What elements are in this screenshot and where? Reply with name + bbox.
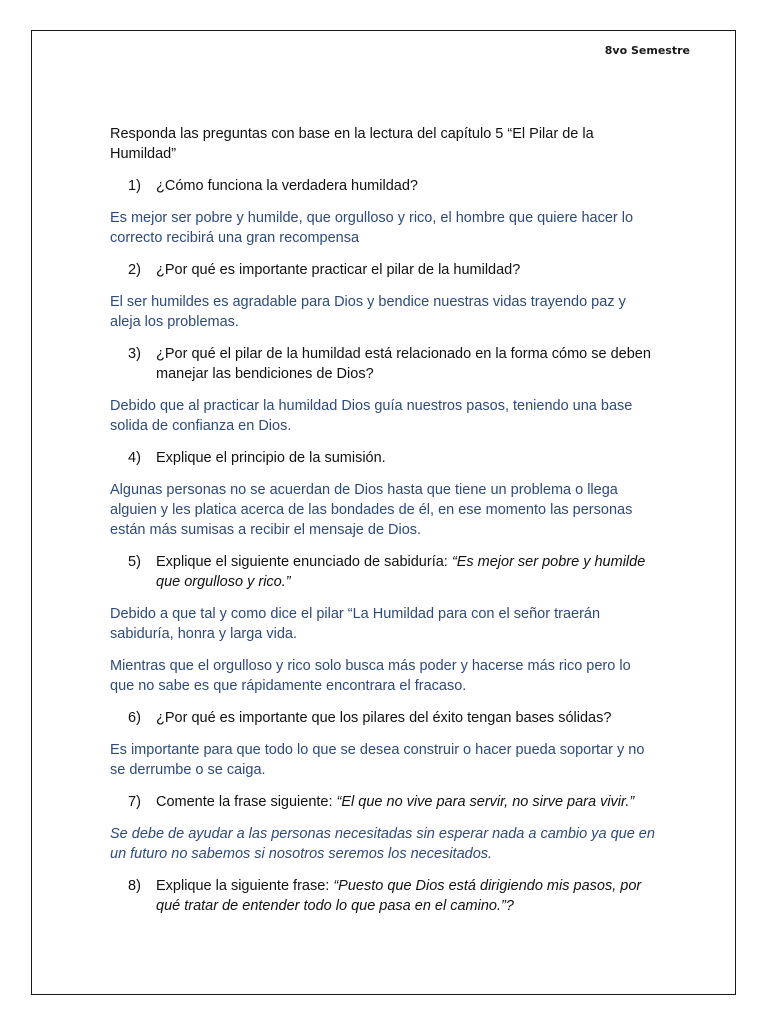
question-5 <box>110 552 658 592</box>
answer-7: Se debe de ayudar a las personas necesitadas sin esperar nada a cambio ya que en un futuro no sabemos si nosotros seremos los necesitados. <box>110 826 655 862</box>
question-text: ¿Cómo funciona la verdadera humildad? <box>156 178 418 194</box>
question-number: 5) <box>128 554 141 570</box>
question-text <box>156 552 658 592</box>
question-text: ¿Por qué el pilar de la humildad está relacionado en la forma cómo se deben manejar las bendiciones de Dios? <box>156 346 651 382</box>
instructions <box>110 124 658 164</box>
answer-4: Algunas personas no se acuerdan de Dios hasta que tiene un problema o llega alguien y les platica acerca de las bondades de él, en ese momento las personas están más sumisas a recibir el mensaje de Dios. <box>110 482 633 538</box>
question-1 <box>110 176 658 196</box>
question-number: 4) <box>128 450 141 466</box>
question-number: 6) <box>128 710 141 726</box>
question-number: 1) <box>128 178 141 194</box>
question-2 <box>110 260 658 280</box>
instructions-text: Responda las preguntas con base en la lectura del capítulo 5 <box>110 126 508 142</box>
question-prompt: Comente la frase siguiente: <box>156 794 337 810</box>
question-number: 7) <box>128 794 141 810</box>
question-number: 8) <box>128 878 141 894</box>
question-number: 3) <box>128 346 141 362</box>
question-text <box>156 876 658 916</box>
question-7 <box>110 792 658 812</box>
question-text: ¿Por qué es importante que los pilares del éxito tengan bases sólidas? <box>156 710 612 726</box>
question-quote: “El que no vive para servir, no sirve para vivir.” <box>336 794 635 810</box>
question-quote: “Es mejor ser pobre y humilde que orgulloso y rico.” <box>156 554 646 590</box>
chapter-title: “El Pilar de la Humildad” <box>110 126 594 162</box>
question-quote: “Puesto que Dios está dirigiendo mis pasos, por qué tratar de entender todo lo que pasa en el camino.”? <box>156 878 642 914</box>
question-text: Explique el principio de la sumisión. <box>156 450 386 466</box>
semester-label: 8vo Semestre <box>604 44 690 57</box>
question-number: 2) <box>128 262 141 278</box>
answer-3: Debido que al practicar la humildad Dios guía nuestros pasos, teniendo una base solida de confianza en Dios. <box>110 398 633 434</box>
answer-6: Es importante para que todo lo que se desea construir o hacer pueda soportar y no se derrumbe o se caiga. <box>110 742 645 778</box>
question-text <box>156 792 658 812</box>
question-4 <box>110 448 658 468</box>
question-3 <box>110 344 658 384</box>
question-6 <box>110 708 658 728</box>
answer-2: El ser humildes es agradable para Dios y bendice nuestras vidas trayendo paz y aleja los problemas. <box>110 294 626 330</box>
answer-1: Es mejor ser pobre y humilde, que orgulloso y rico, el hombre que quiere hacer lo correcto recibirá una gran recompensa <box>110 210 634 246</box>
question-prompt: Explique el siguiente enunciado de sabiduría: <box>156 554 452 570</box>
question-prompt: Explique la siguiente frase: <box>156 878 334 894</box>
question-text: ¿Por qué es importante practicar el pilar de la humildad? <box>156 262 521 278</box>
document-body <box>110 124 658 928</box>
answer-5: Debido a que tal y como dice el pilar “La Humildad para con el señor traerán sabiduría, honra y larga vida. <box>110 606 601 642</box>
question-8 <box>110 876 658 916</box>
answer-5-continued: Mientras que el orgulloso y rico solo busca más poder y hacerse más rico pero lo que no sabe es que rápidamente encontrara el fracaso. <box>110 658 631 694</box>
